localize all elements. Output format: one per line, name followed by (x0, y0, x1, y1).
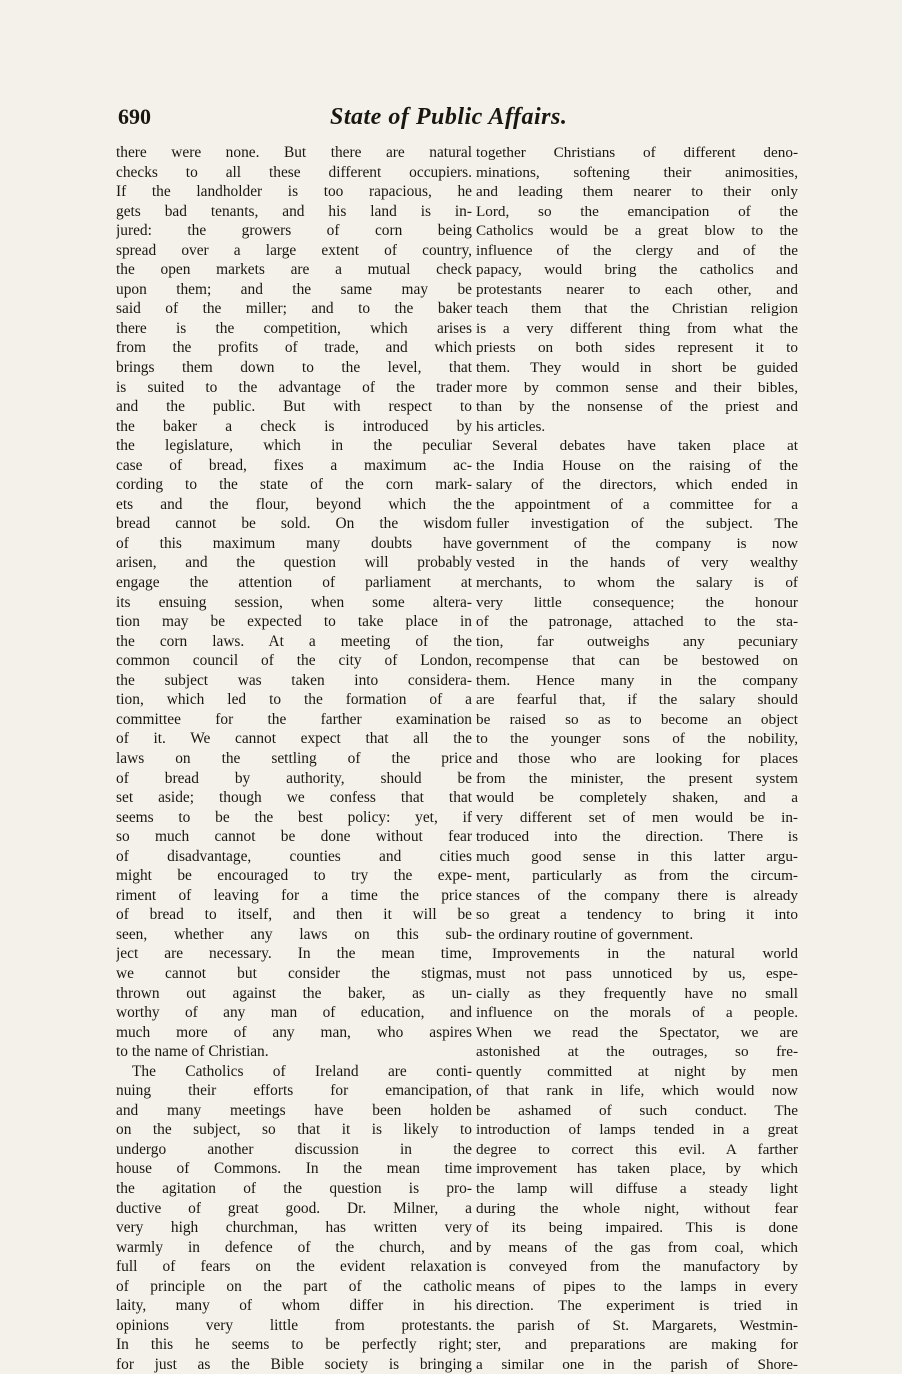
text-line: Lord, so the emancipation of the (476, 202, 798, 220)
text-line: of the patronage, attached to the sta- (476, 613, 798, 631)
text-line: nuing their efforts for emancipation, (116, 1082, 472, 1100)
text-line: tion may be expected to take place in (116, 613, 472, 631)
text-line: means of pipes to the lamps in every (476, 1277, 798, 1295)
text-line: arisen, and the question will probably (116, 554, 472, 572)
text-line: much good sense in this latter argu- (476, 847, 798, 865)
text-line: for just as the Bible society is bringing (116, 1355, 472, 1373)
text-line: from the profits of trade, and which (116, 339, 472, 357)
text-line: upon them; and the same may be (116, 280, 472, 298)
text-line: the open markets are a mutual check (116, 261, 472, 279)
text-line: opinions very little from protestants. (116, 1316, 472, 1334)
text-line: worthy of any man of education, and (116, 1004, 472, 1022)
text-line: said of the miller; and to the baker (116, 300, 472, 318)
text-line: his articles. (476, 417, 546, 435)
text-line: of it. We cannot expect that all the (116, 730, 472, 748)
text-line: is conveyed from the manufactory by (476, 1258, 798, 1276)
page-number: 690 (118, 104, 151, 129)
text-line: case of bread, fixes a maximum ac- (116, 456, 472, 474)
text-line: engage the attention of parliament at (116, 574, 472, 592)
text-line: the appointment of a committee for a (476, 495, 798, 513)
text-line: If the landholder is too rapacious, he (116, 183, 472, 201)
text-line: checks to all these different occupiers. (116, 163, 472, 181)
text-line: are fearful that, if the salary should (476, 691, 798, 709)
text-line: is a very different thing from what the (476, 319, 798, 337)
text-line: fuller investigation of the subject. The (476, 515, 798, 533)
text-line: a similar one in the parish of Shore- (476, 1355, 798, 1373)
text-line: of bread by authority, should be (116, 769, 472, 787)
text-line: minations, softening their animosities, (476, 163, 798, 181)
text-line: gets bad tenants, and his land is in- (116, 202, 472, 220)
text-line: thrown out against the baker, as un- (116, 984, 472, 1002)
text-line: papacy, would bring the catholics and (476, 261, 798, 279)
text-line: them. They would in short be guided (476, 359, 798, 377)
text-line: the parish of St. Margarets, Westmin- (476, 1316, 798, 1334)
text-line: the lamp will diffuse a steady light (476, 1179, 798, 1197)
text-line: degree to correct this evil. A farther (476, 1140, 798, 1158)
text-line: so great a tendency to bring it into (476, 906, 798, 924)
left-column (116, 143, 472, 1374)
text-line: of its being impaired. This is done (476, 1219, 798, 1237)
text-line: much more of any man, who aspires (116, 1023, 472, 1041)
text-line: would be completely shaken, and a (476, 789, 798, 807)
text-line: and many meetings have been holden (116, 1101, 472, 1119)
text-line: to the name of Christian. (116, 1043, 269, 1061)
text-line: its ensuing session, when some altera- (116, 593, 472, 611)
text-line: by means of the gas from coal, which (476, 1238, 798, 1256)
text-line: recompense that can be bestowed on (476, 652, 798, 670)
text-line: together Christians of different deno- (476, 144, 798, 161)
text-line: vested in the hands of very wealthy (476, 554, 798, 572)
text-line: the corn laws. At a meeting of the (116, 632, 472, 650)
text-line: quently committed at night by men (476, 1062, 798, 1080)
text-line: of that rank in life, which would now (476, 1082, 798, 1100)
text-line: ster, and preparations are making for (476, 1336, 798, 1354)
text-line: astonished at the outrages, so fre- (476, 1043, 798, 1061)
text-line: tion, which led to the formation of a (116, 691, 472, 709)
text-line: the baker a check is introduced by (116, 417, 472, 435)
text-line: warmly in defence of the church, and (116, 1238, 472, 1256)
text-line: The Catholics of Ireland are conti- (132, 1062, 472, 1080)
text-line: laws on the settling of the price (116, 749, 472, 767)
running-title: State of Public Affairs. (330, 104, 568, 130)
text-line: on the subject, so that it is likely to (116, 1121, 472, 1139)
text-line: be raised so as to become an object (476, 710, 798, 728)
text-line: is suited to the advantage of the trader (116, 378, 472, 396)
text-line: troduced into the direction. There is (476, 828, 798, 846)
text-line: very little consequence; the honour (476, 593, 798, 611)
text-line: of disadvantage, counties and cities (116, 847, 472, 865)
text-line: ject are necessary. In the mean time, (116, 945, 472, 963)
text-line: bread cannot be sold. On the wisdom (116, 515, 472, 533)
text-line: and those who are looking for places (476, 749, 798, 767)
text-line: very different set of men would be in- (476, 808, 798, 826)
text-line: be ashamed of such conduct. The (476, 1101, 798, 1119)
text-line: them. Hence many in the company (476, 671, 798, 689)
text-line: and leading them nearer to their only (476, 183, 798, 201)
text-line: salary of the directors, which ended in (476, 476, 798, 494)
text-line: and the public. But with respect to (116, 398, 472, 416)
text-line: from the minister, the present system (476, 769, 798, 787)
text-line: the legislature, which in the peculiar (116, 437, 472, 455)
text-line: introduction of lamps tended in a great (476, 1121, 798, 1139)
text-line: direction. The experiment is tried in (476, 1297, 798, 1315)
text-line: set aside; though we confess that that (116, 789, 472, 807)
text-line: When we read the Spectator, we are (476, 1023, 798, 1041)
text-line: the ordinary routine of government. (476, 925, 694, 943)
text-line: improvement has taken place, by which (476, 1160, 798, 1178)
text-line: merchants, to whom the salary is of (476, 574, 798, 592)
text-line: government of the company is now (476, 534, 798, 552)
text-line: ment, particularly as from the circum- (476, 867, 798, 885)
right-column (476, 143, 798, 1374)
text-line: the subject was taken into considera- (116, 671, 472, 689)
text-line: of bread to itself, and then it will be (116, 906, 472, 924)
text-line: influence of the clergy and of the (476, 241, 798, 259)
text-line: must not pass unnoticed by us, espe- (476, 964, 798, 982)
running-head (110, 104, 810, 138)
text-line: undergo another discussion in the (116, 1140, 472, 1158)
text-line: there were none. But there are natural (116, 144, 472, 161)
text-line: of this maximum many doubts have (116, 534, 472, 552)
text-line: there is the competition, which arises (116, 319, 472, 337)
text-line: ets and the flour, beyond which the (116, 495, 472, 513)
text-line: stances of the company there is already (476, 886, 798, 904)
text-line: than by the nonsense of the priest and (476, 398, 798, 416)
text-line: the India House on the raising of the (476, 456, 798, 474)
text-line: brings them down to the level, that (116, 359, 472, 377)
text-line: influence on the morals of a people. (476, 1004, 798, 1022)
text-line: ductive of great good. Dr. Milner, a (116, 1199, 472, 1217)
text-line: so much cannot be done without fear (116, 828, 472, 846)
text-line: Improvements in the natural world (492, 945, 798, 963)
text-line: house of Commons. In the mean time (116, 1160, 472, 1178)
text-line: cording to the state of the corn mark- (116, 476, 472, 494)
text-line: Several debates have taken place at (492, 437, 798, 455)
text-line: riment of leaving for a time the price (116, 886, 472, 904)
text-line: might be encouraged to try the expe- (116, 867, 472, 885)
text-line: spread over a large extent of country, (116, 241, 472, 259)
text-line: cially as they frequently have no small (476, 984, 798, 1002)
text-line: jured: the growers of corn being (116, 222, 472, 240)
text-line: more by common sense and their bibles, (476, 378, 798, 396)
text-line: seen, whether any laws on this sub- (116, 925, 472, 943)
text-line: the agitation of the question is pro- (116, 1179, 472, 1197)
text-line: tion, far outweighs any pecuniary (476, 632, 798, 650)
text-line: very high churchman, has written very (116, 1219, 472, 1237)
text-line: of principle on the part of the catholic (116, 1277, 472, 1295)
text-line: Catholics would be a great blow to the (476, 222, 798, 240)
text-line: teach them that the Christian religion (476, 300, 798, 318)
text-line: during the whole night, without fear (476, 1199, 798, 1217)
text-line: common council of the city of London, (116, 652, 472, 670)
text-line: laity, many of whom differ in his (116, 1297, 472, 1315)
text-line: full of fears on the evident relaxation (116, 1258, 472, 1276)
text-line: we cannot but consider the stigmas, (116, 964, 472, 982)
text-line: seems to be the best policy: yet, if (116, 808, 472, 826)
text-line: priests on both sides represent it to (476, 339, 798, 357)
text-line: committee for the farther examination (116, 710, 472, 728)
text-line: protestants nearer to each other, and (476, 280, 798, 298)
text-line: to the younger sons of the nobility, (476, 730, 798, 748)
text-line: In this he seems to be perfectly right; (116, 1336, 472, 1354)
